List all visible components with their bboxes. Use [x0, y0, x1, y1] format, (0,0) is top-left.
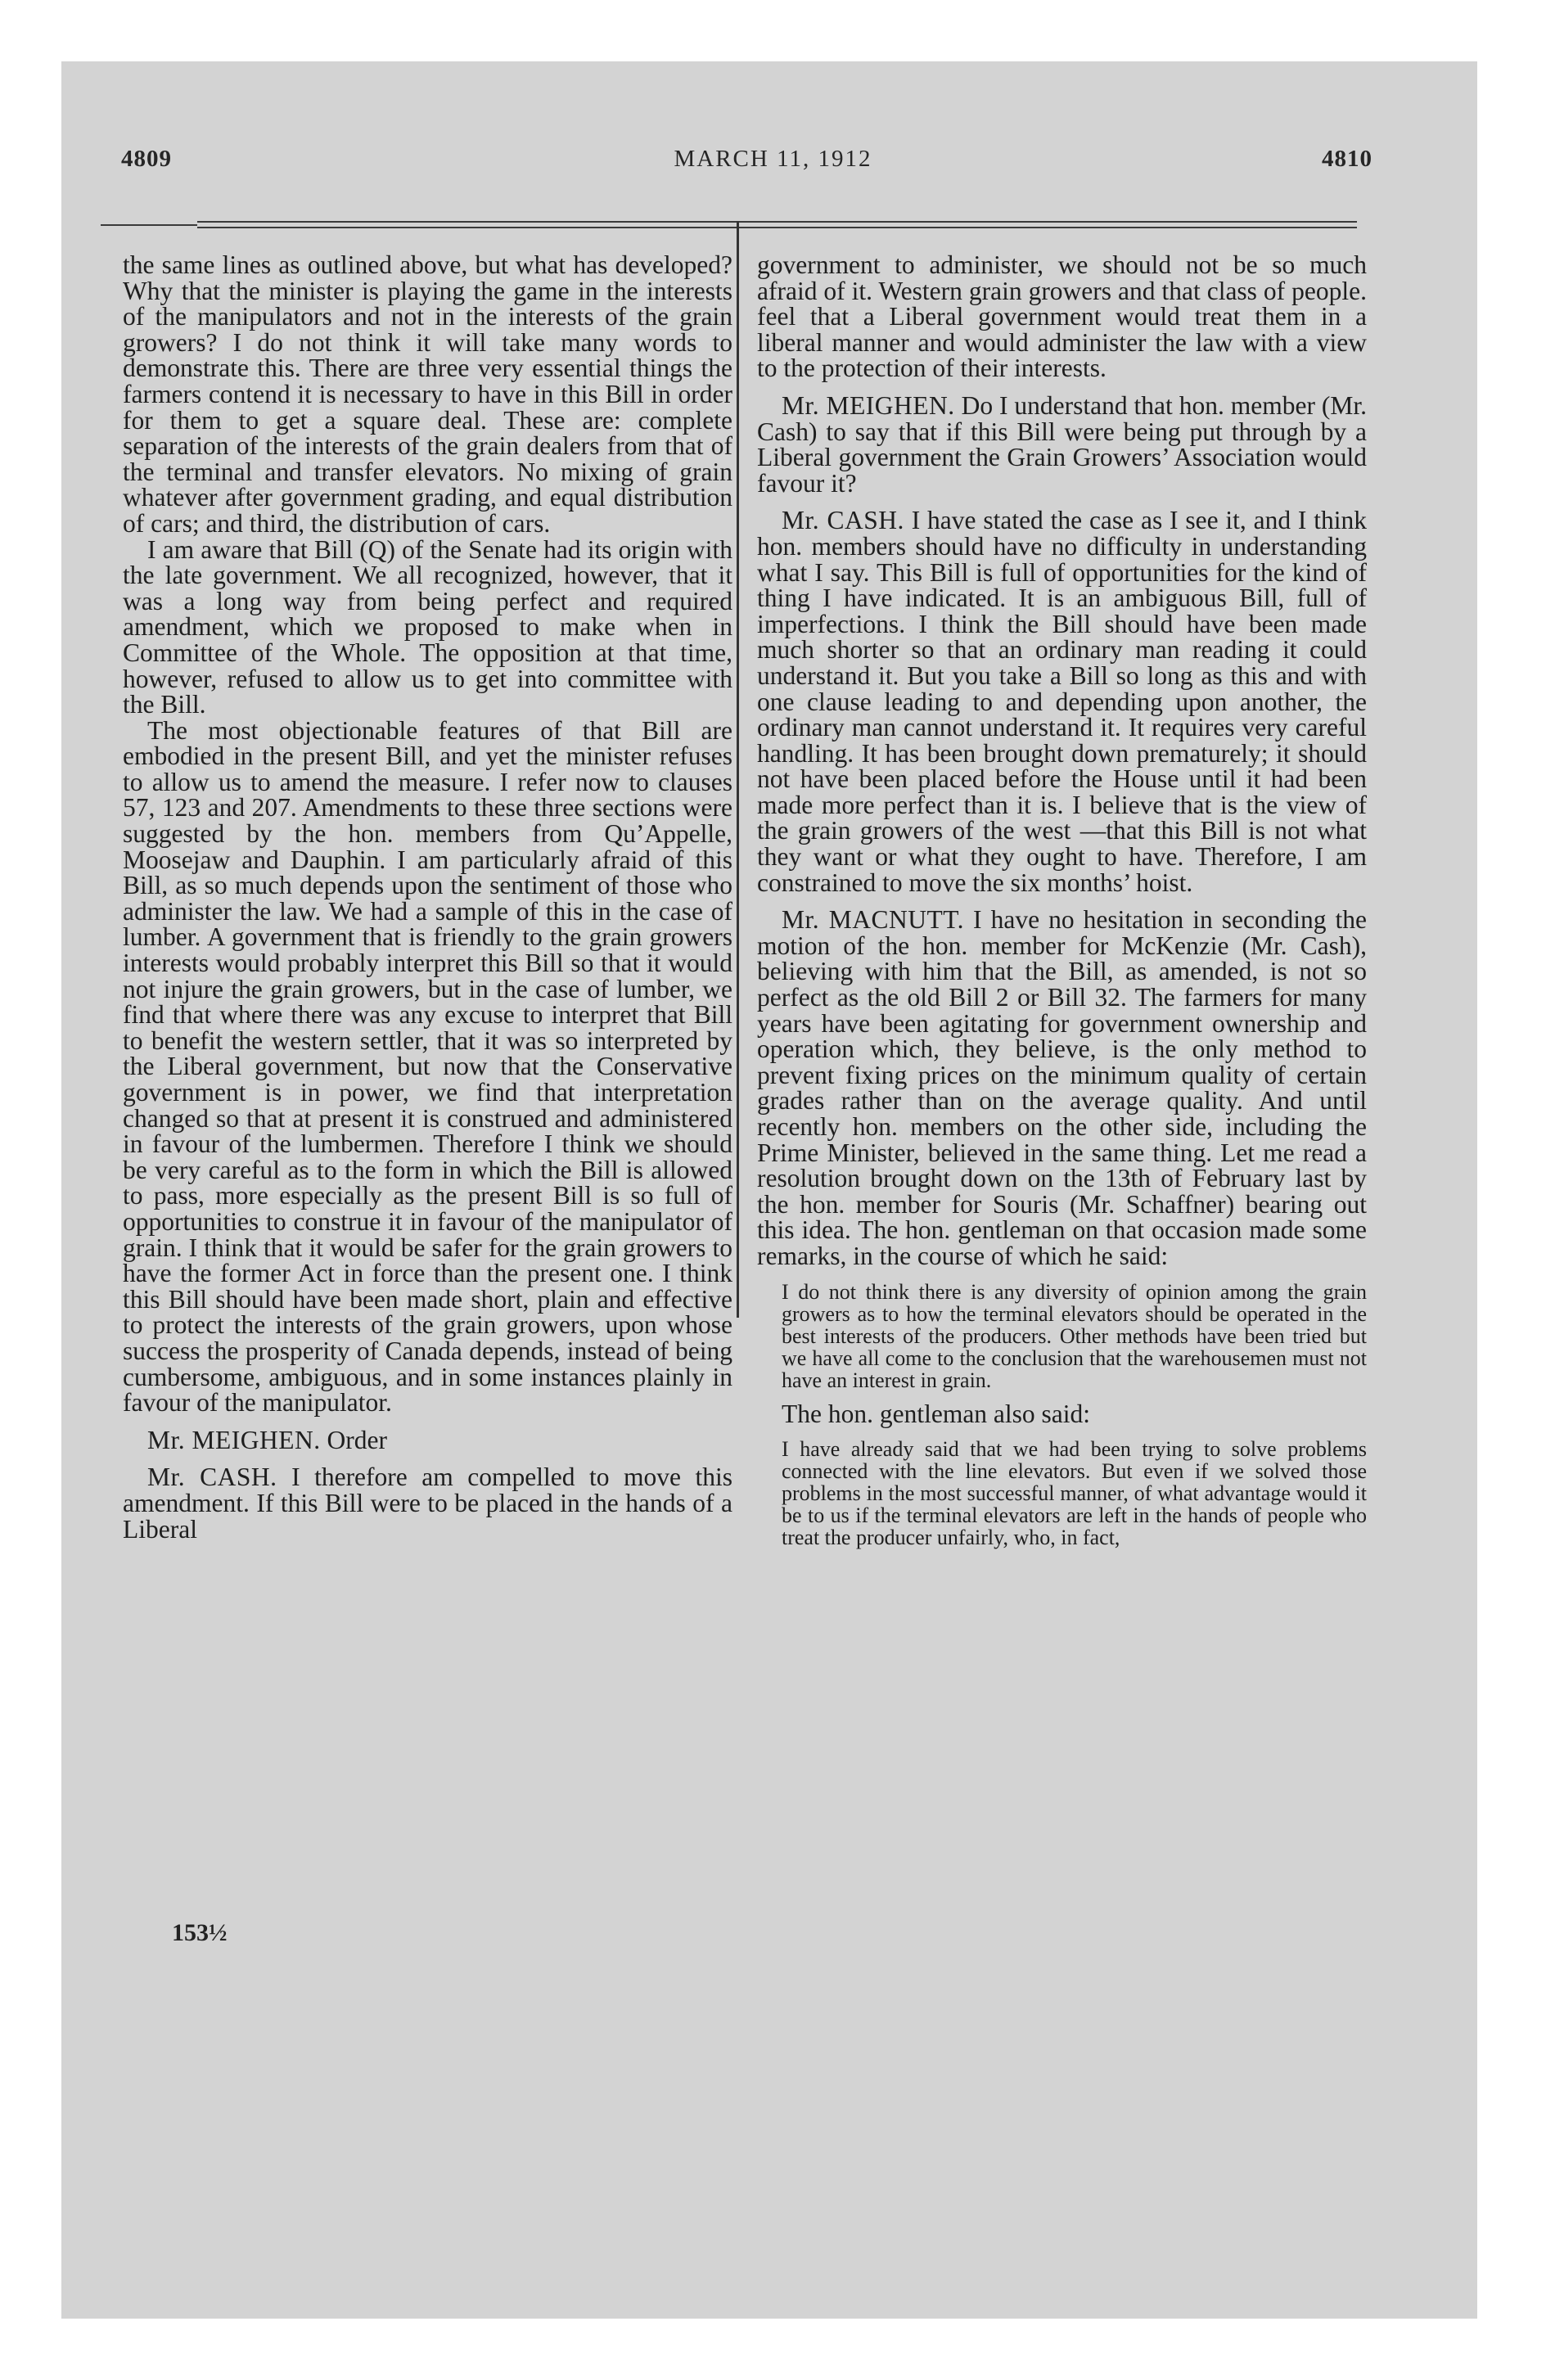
speech-text: I have no hesitation in seconding the motion of the hon. member for McKenzie (Mr. Cash), believing with him that the Bill, as amended, is not so perfect as the old Bill 2 or Bill 32. The farmers for many years have been agitating for government ownership and operation which, they believe, is the only method to prevent fixing prices on the minimum quality of certain grades rather than on the average quality. And until recently hon. members on the other side, including the Prime Minister, believed in the same thing. Let me read a resolution brought down on the 13th of February last by the hon. member for Souris (Mr. Schaffner) bearing out this idea. The hon. gentleman on that occasion made some remarks, in the course of which he said: — [757, 905, 1368, 1270]
paragraph: The hon. gentleman also said: — [782, 1399, 1091, 1428]
speech-cash-amendment — [123, 1464, 732, 1542]
header-rule-bottom — [197, 227, 1357, 228]
quotation — [782, 1438, 1367, 1548]
speech-macnutt — [757, 907, 1367, 1269]
speech-meighen-question — [757, 390, 1367, 498]
column-divider — [737, 221, 739, 1318]
quotation — [782, 1281, 1367, 1391]
paragraph: the same lines as outlined above, but what has developed? Why that the minister is playing the game in the interests of the manipulators and not in the interests of the grain growers? I do not think it will take many words to demonstrate this. There are three very essential things the farmers contend it is necessary to have in this Bill in order for them to get a square deal. These are: complete separation of the interests of the grain dealers from that of the terminal and transfer elevators. No mixing of grain whatever after government grading, and equal distribution of cars; and third, the distribution of cars. — [123, 250, 732, 538]
quote-text: I have already said that we had been trying to solve problems connected with the line elevators. But even if we solved those problems in the most successful manner, of what advantage would it be to us if the terminal elevators are left in the hands of people who treat the producer unfairly, who, in fact, — [782, 1437, 1367, 1550]
speech-text: I have stated the case as I see it, and I think hon. members should have no difficulty in understanding what I say. This Bill is full of opportunities for the kind of thing I have indicated. It is an ambiguous Bill, full of imperfections. I think the Bill should have been made much shorter so that an ordinary man reading it could understand it. But you take a Bill so long as this and with one clause leading to and depending upon another, the ordinary man cannot understand it. It requires very careful handling. It has been brought down prematurely; it should not have been placed before the House until it had been made more perfect than it is. I believe that is the view of the grain growers of the west —that this Bill is not what they want or what they ought to have. Therefore, I am constrained to move the six months’ hoist. — [757, 506, 1368, 897]
page-number-left: 4809 — [121, 146, 172, 172]
speaker-name: Mr. MACNUTT. — [782, 905, 964, 935]
speech-text: Do I understand that hon. member (Mr. Cash) to say that if this Bill were being put through by a Liberal government the Grain Growers’ Association would favour it? — [757, 390, 1367, 498]
running-head-date: MARCH 11, 1912 — [674, 146, 872, 172]
speaker-name: Mr. CASH. — [147, 1463, 277, 1492]
paragraph: I am aware that Bill (Q) of the Senate had its origin with the late government. We all recognized, however, that it was a long way from being perfect and required amendment, which we proposed to make when in Committee of the Whole. The opposition at that time, however, refused to allow us to get into committee with the Bill. — [123, 534, 732, 719]
quote-text: I do not think there is any diversity of opinion among the grain growers as to how the terminal elevators should be operated in the best interests of the producers. Other methods have been tried but we have all come to the conclusion that the warehousemen must not have an interest in grain. — [782, 1279, 1367, 1392]
header-rule-short — [101, 224, 197, 226]
speech-text: Order — [327, 1425, 387, 1454]
speaker-name: Mr. MEIGHEN. — [147, 1425, 321, 1454]
right-column — [757, 252, 1367, 1558]
page-number-right: 4810 — [1322, 146, 1372, 172]
header-rule-top — [197, 221, 1357, 223]
left-column — [123, 252, 732, 1542]
paragraph: The most objectionable features of that Bill are embodied in the present Bill, and yet the minister refuses to allow us to amend the measure. I refer now to clauses 57, 123 and 207. Amendments to these three sections were suggested by the hon. members from Qu’Appelle, Moosejaw and Dauphin. I am particularly afraid of this Bill, as so much depends upon the sentiment of those who administer the law. We had a sample of this in the case of lumber. A government that is friendly to the grain growers interests would probably interpret this Bill so that it would not injure the grain growers, but in the case of lumber, we find that where there was any excuse to interpret that Bill to benefit the western settler, that it was so interpreted by the Liberal government, but now that the Conservative government is in power, we find that interpretation changed so that at present it is construed and administered in favour of the lumbermen. Therefore I think we should be very careful as to the form in which the Bill is allowed to pass, more especially as the present Bill is so full of opportunities to construe it in favour of the manipulator of grain. I think that it would be safer for the grain growers to have the former Act in force than the present one. I think this Bill should have been made short, plain and effective to protect the interests of the grain growers, upon whose success the prosperity of Canada depends, instead of being cumbersome, ambiguous, and in some instances plainly in favour of the manipulator. — [123, 715, 732, 1418]
folio-mark: 153½ — [172, 1919, 228, 1946]
speaker-name: Mr. CASH. — [782, 506, 904, 535]
paragraph: government to administer, we should not be so much afraid of it. Western grain growers and that class of people. feel that a Liberal government would treat them in a liberal manner and would administer the law with a view to the protection of their interests. — [757, 250, 1367, 383]
speech-meighen-order — [123, 1427, 732, 1454]
speech-text: I therefore am compelled to move this amendment. If this Bill were to be placed in the hands of a Liberal — [123, 1463, 732, 1544]
speech-cash-reply — [757, 507, 1367, 895]
speaker-name: Mr. MEIGHEN. — [782, 390, 955, 420]
